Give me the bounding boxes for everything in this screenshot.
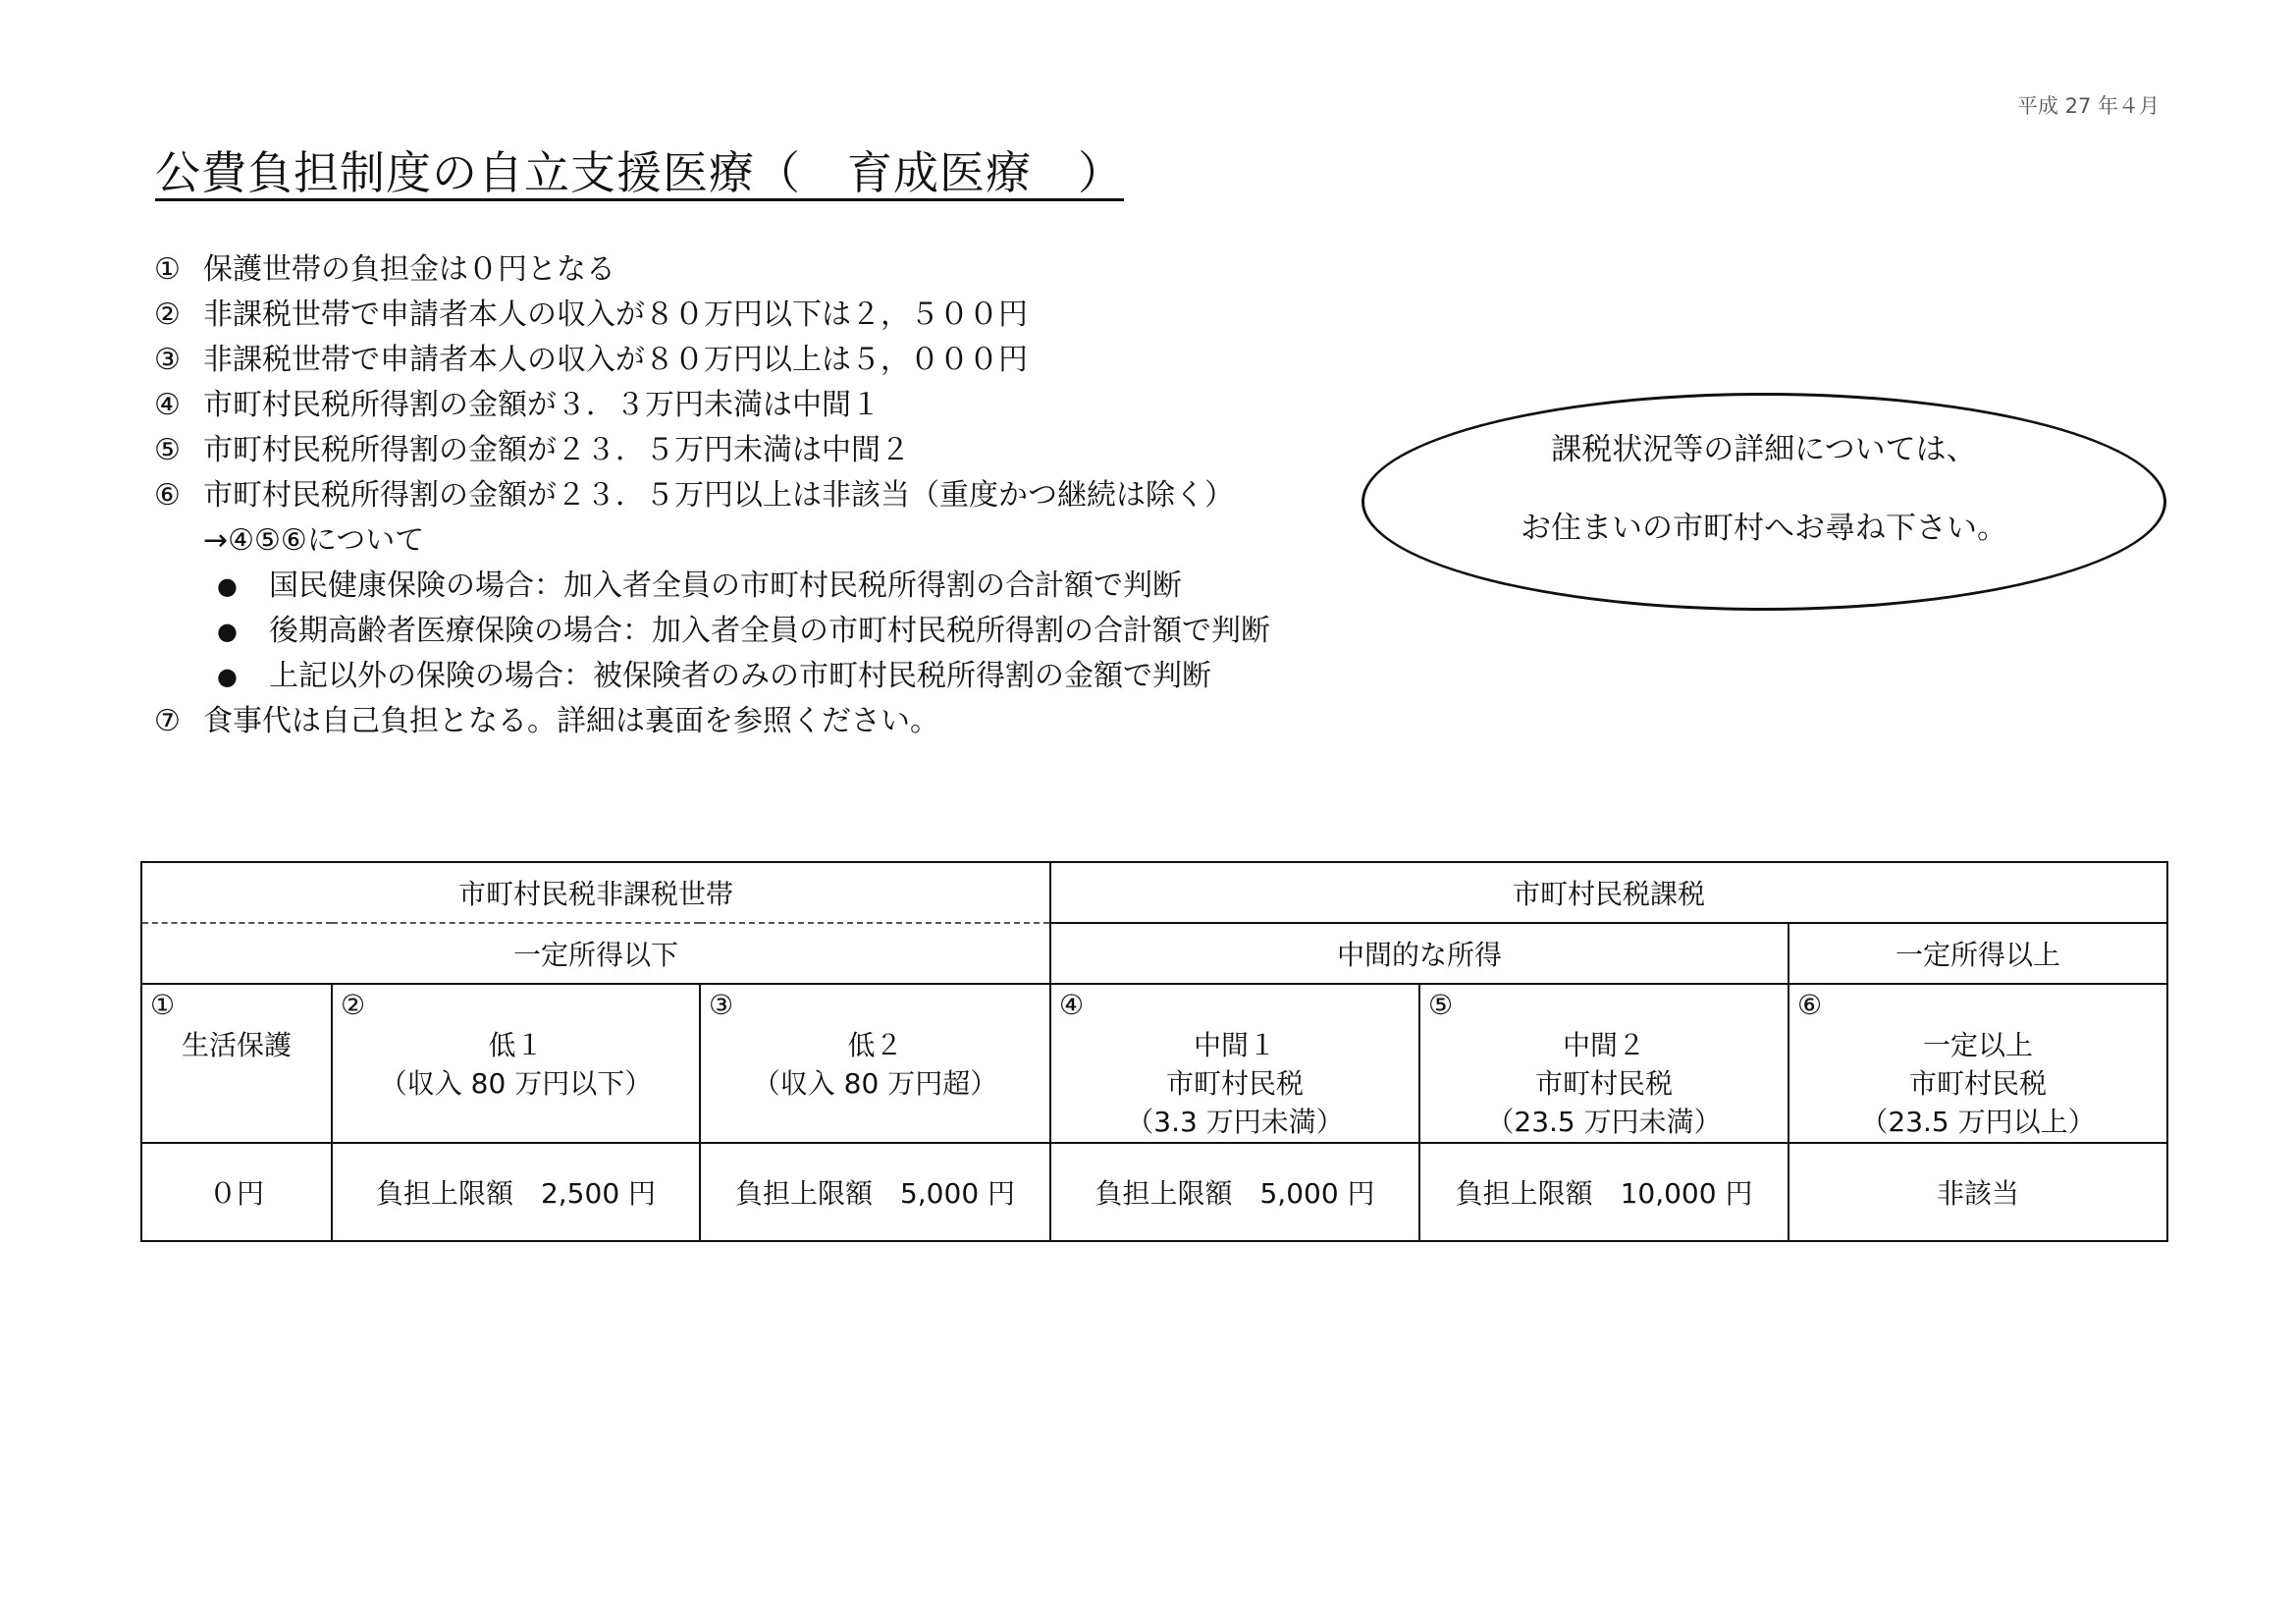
- category-line: 低１: [488, 1029, 544, 1061]
- bullet-icon: ●: [217, 572, 238, 600]
- item-number: ③: [154, 343, 181, 377]
- item-number: ②: [154, 298, 181, 332]
- note-line-1: 課税状況等の詳細については、: [1551, 432, 1977, 467]
- header-taxable: 市町村民税課税: [1050, 862, 2167, 923]
- item-number: ⑦: [154, 704, 181, 738]
- category-number: ⑥: [1797, 989, 1823, 1021]
- category-cell: [332, 984, 700, 1143]
- item-number: ①: [154, 252, 181, 287]
- table-amount-row: [141, 1143, 2167, 1241]
- category-line: （23.5 万円未満）: [1486, 1106, 1722, 1138]
- item-number: ④: [154, 388, 181, 422]
- amount-cell: ０円: [141, 1143, 332, 1241]
- category-line: 一定以上: [1923, 1029, 2034, 1061]
- list-item: [154, 338, 1362, 383]
- item-text: 非課税世帯で申請者本人の収入が８０万円以下は２，５００円: [203, 298, 1028, 332]
- item-number: ⑤: [154, 433, 181, 467]
- category-line: （収入 80 万円超）: [752, 1067, 998, 1100]
- subheader-high-income: 一定所得以上: [1789, 923, 2167, 984]
- category-line: 中間１: [1194, 1029, 1277, 1061]
- bullet-item: [154, 564, 1362, 609]
- sub-heading: [154, 518, 1362, 564]
- page-title: 公費負担制度の自立支援医療（ 育成医療 ）: [155, 146, 1124, 199]
- amount-cell: 負担上限額 5,000 円: [1050, 1143, 1419, 1241]
- burden-table: [140, 861, 2168, 1242]
- table-subheader-row: [141, 923, 2167, 984]
- category-line: （23.5 万円以上）: [1860, 1106, 2096, 1138]
- list-item: [154, 428, 1362, 473]
- category-cell: [1419, 984, 1789, 1143]
- item-text: 市町村民税所得割の金額が３．３万円未満は中間１: [203, 388, 881, 422]
- category-line: 市町村民税: [1166, 1067, 1305, 1100]
- bullet-text: 国民健康保険の場合：加入者全員の市町村民税所得割の合計額で判断: [269, 568, 1182, 603]
- table-category-row: [141, 984, 2167, 1143]
- sub-heading-text: →④⑤⑥について: [203, 523, 425, 558]
- amount-cell: 負担上限額 2,500 円: [332, 1143, 700, 1241]
- amount-cell: 負担上限額 5,000 円: [700, 1143, 1050, 1241]
- category-line: （3.3 万円未満）: [1126, 1106, 1344, 1138]
- subheader-low-income: 一定所得以下: [141, 923, 1050, 984]
- category-cell: [700, 984, 1050, 1143]
- bullet-text: 上記以外の保険の場合：被保険者のみの市町村民税所得割の金額で判断: [269, 659, 1211, 693]
- category-number: ④: [1059, 989, 1085, 1021]
- header-non-taxable: 市町村民税非課税世帯: [141, 862, 1050, 923]
- category-cell: [141, 984, 332, 1143]
- item-text: 食事代は自己負担となる。詳細は裏面を参照ください。: [203, 704, 939, 738]
- category-line: 生活保護: [181, 1029, 292, 1061]
- amount-cell: 負担上限額 10,000 円: [1419, 1143, 1789, 1241]
- list-item: [154, 383, 1362, 428]
- category-cell: [1789, 984, 2167, 1143]
- item-text: 市町村民税所得割の金額が２３．５万円未満は中間２: [203, 433, 910, 467]
- list-item: [154, 473, 1362, 518]
- list-item: [154, 699, 1362, 744]
- category-line: （収入 80 万円以下）: [379, 1067, 653, 1100]
- document-date: 平成 27 年４月: [2016, 94, 2160, 118]
- amount-cell: 非該当: [1789, 1143, 2167, 1241]
- list-item: [154, 293, 1362, 338]
- condition-list: [154, 247, 1362, 744]
- bullet-icon: ●: [217, 618, 238, 645]
- bullet-text: 後期高齢者医療保険の場合：加入者全員の市町村民税所得割の合計額で判断: [269, 614, 1270, 648]
- category-line: 市町村民税: [1535, 1067, 1674, 1100]
- bullet-icon: ●: [217, 663, 238, 690]
- note-line-2: お住まいの市町村へお尋ね下さい。: [1521, 511, 2007, 546]
- item-text: 非課税世帯で申請者本人の収入が８０万円以上は５，０００円: [203, 343, 1028, 377]
- category-line: 中間２: [1563, 1029, 1646, 1061]
- category-number: ①: [150, 989, 176, 1021]
- category-line: 市町村民税: [1909, 1067, 2048, 1100]
- item-number: ⑥: [154, 478, 181, 513]
- category-cell: [1050, 984, 1419, 1143]
- table-header-row: [141, 862, 2167, 923]
- category-line: 低２: [847, 1029, 903, 1061]
- subheader-middle-income: 中間的な所得: [1050, 923, 1789, 984]
- category-number: ③: [709, 989, 734, 1021]
- item-text: 市町村民税所得割の金額が２３．５万円以上は非該当（重度かつ継続は除く）: [203, 478, 1234, 513]
- list-item: [154, 247, 1362, 293]
- bullet-item: [154, 654, 1362, 699]
- bullet-item: [154, 609, 1362, 654]
- item-text: 保護世帯の負担金は０円となる: [203, 252, 615, 287]
- category-number: ②: [341, 989, 366, 1021]
- category-number: ⑤: [1428, 989, 1454, 1021]
